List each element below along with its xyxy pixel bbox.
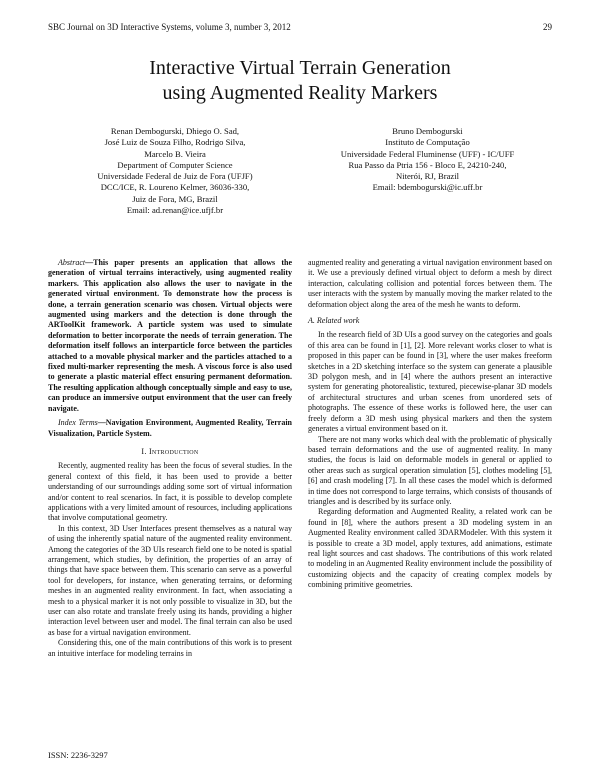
affiliation-line: DCC/ICE, R. Loureno Kelmer, 36036-330,	[100, 182, 250, 193]
issn-footer: ISSN: 2236-3297	[48, 750, 108, 760]
title-line-2: using Augmented Reality Markers	[162, 82, 438, 104]
affiliation-line: Universidade Federal Fluminense (UFF) - IC/UFF	[340, 148, 515, 159]
author-line: Bruno Dembogurski	[392, 126, 463, 136]
index-terms-text: —Navigation Environment, Augmented Reality, Terrain Visualization, Particle System.	[48, 418, 292, 438]
paragraph-continuation: augmented reality and generating a virtual navigation environment based on it. We use a previously defined virtual object to deform a mesh by direct interaction, calculating collision and potential forces between them. The user interacts with the system by manually moving the marker related to the deformation object along the area of the mesh he wants to deform.	[308, 258, 552, 309]
paragraph: In this context, 3D User Interfaces present themselves as a natural way of using the inherently spatial nature of the augmented reality environment. Among the categories of the 3D UIs research field one to be noted is spatial arrangement, which studies, by definition, the properties of an array of things that have space between them. This scenario can serve as a powerful tool for developers, for instance, when generating terrains, or deforming meshes in an augmented reality environment. In fact, when associating a mesh to a physical marker it is not only possible to visualize in 3D, but the user can also rotate and translate freely using its hands, providing a higher interaction level between user and model. The final terrain can also be used as base for a virtual navigation environment.	[48, 523, 292, 637]
paragraph: In the research field of 3D UIs a good survey on the categories and goals of this area can be found in [1], [2]. More relevant works closer to what is proposed in this paper can be found in [3], where the user makes freeform sketches in a 2D sketching interface so the system can generate a plausible 3D polygon mesh, and in [4] where the authors present an interactive system for generating photorealistic, textured, piecewise-planar 3D models of architectural structures and urban scenes from unordered sets of photographs. The essence of these works is followed here, the user can freely deform a 3D mesh using physical markers and then the system generates a virtual environment based on it.	[308, 330, 552, 434]
author-block-left	[60, 126, 290, 216]
section-heading-introduction: I. Introduction	[141, 446, 199, 456]
abstract-label: Abstract	[58, 258, 86, 267]
right-column	[308, 258, 552, 591]
title-line-1: Interactive Virtual Terrain Generation	[149, 57, 451, 79]
abstract	[48, 258, 292, 414]
author-block-right	[310, 126, 545, 194]
index-terms-label: Index Terms	[58, 418, 98, 428]
index-terms	[48, 418, 292, 439]
affiliation-line: Department of Computer Science	[117, 159, 233, 170]
running-head	[48, 22, 552, 32]
affiliation-line: Juiz de Fora, MG, Brazil	[132, 193, 218, 204]
abstract-text: —This paper presents an application that allows the generation of virtual terrains interactively, using augmented reality markers. This application also allows the user to navigate in the generated virtual environment. To demonstrate how the process is done, a terrain generation scenario was chosen. Virtual objects were augmented using markers and the detection is done through the ARToolKit framework. A particle system was used to simulate deformation to better incorporate the needs of terrain generation. The deformation itself follows an interparticle force between the particles attached to a movable physical marker and the particles attached to a fixed multi-marker representing the mesh. A viscous force is also used to generate a plastic material effect ensuring permanent deformation. The resulting application although conceptually simple and easy to use, can produce an immersive output environment that the user can freely navigate.	[48, 258, 292, 413]
paragraph: Considering this, one of the main contributions of this work is to present an intuitive interface for modeling terrains in	[48, 638, 292, 658]
email-line: Email: ad.renan@ice.ufjf.br	[126, 205, 224, 216]
author-line: Marcelo B. Vieira	[144, 148, 206, 159]
email-line: Email: bdembogurski@ic.uff.br	[372, 182, 483, 193]
subsection-heading-related-work: A. Related work	[308, 316, 360, 326]
affiliation-line: Niterói, RJ, Brazil	[395, 171, 459, 182]
paragraph: Regarding deformation and Augmented Reality, a related work can be found in [8], where the authors present a 3D modeling system in an Augmented Reality environment called 3DARModeler. With this system it is possible to create a 3D model, apply textures, add animations, estimate real light sources and cast shadows. The contributions of this work related to modeling in an Augmented Reality environment include the possibility of customizing objects and the capacity of creating complex models by combining primitive geometries.	[308, 507, 552, 590]
journal-name: SBC Journal on 3D Interactive Systems, volume 3, number 3, 2012	[48, 22, 291, 32]
left-column	[48, 258, 292, 659]
affiliation-line: Universidade Federal de Juiz de Fora (UFJF)	[97, 171, 253, 182]
paper-title	[0, 56, 600, 106]
affiliation-line: Instituto de Computação	[385, 137, 470, 148]
paragraph: There are not many works which deal with the problematic of physically based terrain deformations and the use of augmented reality. In many studies, the focus is laid on deformable models in general or applied to other areas such as surgical operation simulation [5], clothes modeling [5], [6] and crash modeling [7]. In all these cases the model which is deformed in time does not correspond to large terrains, which consists of thousands of triangles and is described by its surface only.	[308, 434, 552, 506]
affiliation-line: Rua Passo da Ptria 156 - Bloco E, 24210-240,	[348, 159, 507, 170]
author-line: Renan Dembogurski, Dhiego O. Sad,	[110, 126, 240, 136]
paragraph: Recently, augmented reality has been the focus of several studies. In the general context of this field, it has been used to provide a better understanding of our surroundings adding some sort of virtual information and/or content to real scenarios. In fact, it is possible to develop complete applications with a very limited amount of resources, including applications that involve computational geometry.	[48, 461, 292, 523]
author-line: José Luiz de Souza Filho, Rodrigo Silva,	[104, 137, 246, 148]
page-number: 29	[543, 22, 552, 32]
